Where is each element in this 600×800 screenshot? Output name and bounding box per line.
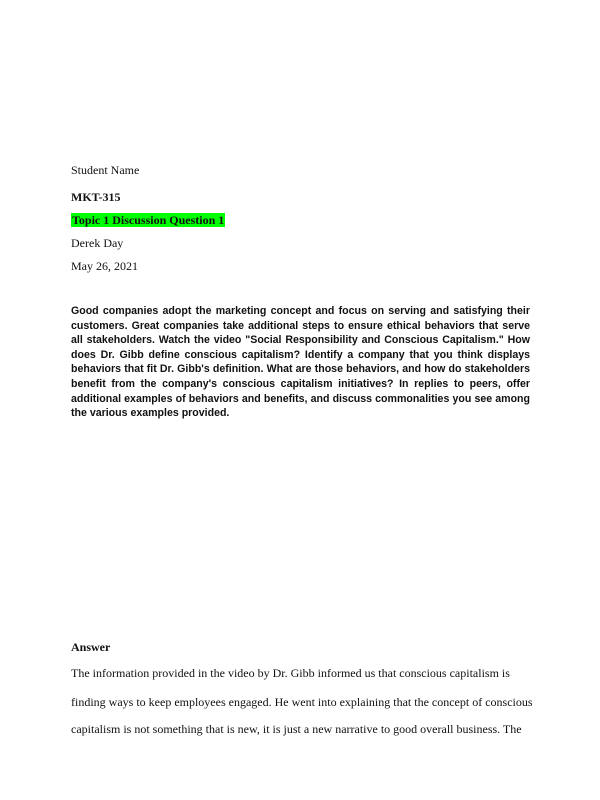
answer-line: The information provided in the video by Dr. Gibb informed us that conscious capitalism is: [71, 666, 510, 680]
answer-heading: Answer: [71, 640, 111, 654]
answer-line: capitalism is not something that is new, it is just a new narrative to good overall business. The: [71, 722, 522, 736]
topic-title: [71, 213, 225, 227]
student-name: Student Name: [71, 163, 140, 177]
date: May 26, 2021: [71, 259, 138, 273]
discussion-prompt: Good companies adopt the marketing concept and focus on serving and satisfying their customers. Great companies take additional steps to ensure ethical behaviors that serve all stakeholders. Watch the video "Social Responsibility and Conscious Capitalism." How does Dr. Gibb define conscious capitalism? Identify a company that you think displays behaviors that fit Dr. Gibb's definition. What are those behaviors, and how do stakeholders benefit from the company's conscious capitalism initiatives? In replies to peers, offer additional examples of behaviors and benefits, and discuss commonalities you see among the various examples provided.: [71, 305, 530, 420]
topic-highlight: Topic 1 Discussion Question 1: [72, 213, 225, 227]
author-name: Derek Day: [71, 236, 124, 250]
answer-line: finding ways to keep employees engaged. He went into explaining that the concept of conscious: [71, 695, 533, 709]
course-code: MKT-315: [71, 190, 121, 204]
